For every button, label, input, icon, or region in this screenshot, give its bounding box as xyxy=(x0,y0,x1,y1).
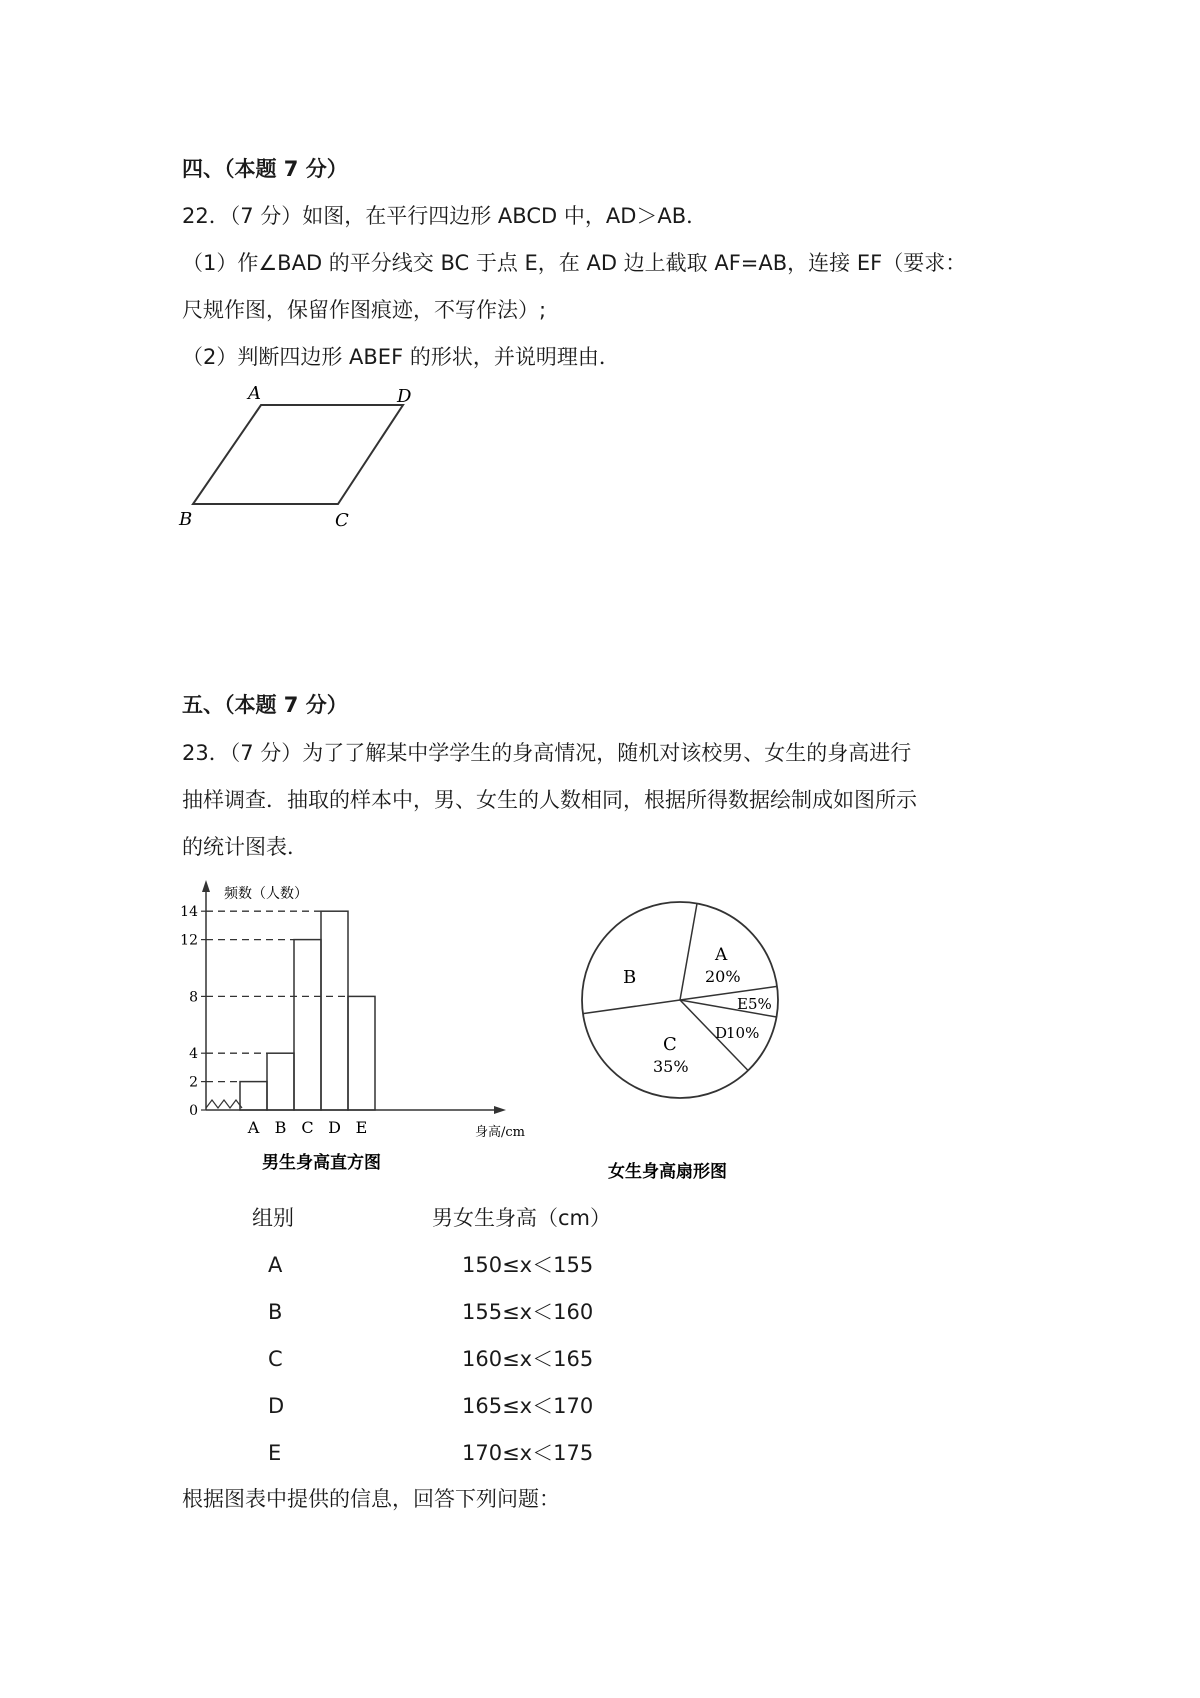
histogram-ytick-8: 8 xyxy=(189,989,198,1006)
histogram-bar-e xyxy=(348,996,375,1110)
male-height-histogram xyxy=(180,878,540,1173)
table-row-a-group: A xyxy=(268,1253,283,1277)
q23-stem-line2: 抽样调查．抽取的样本中，男、女生的人数相同，根据所得数据绘制成如图所示 xyxy=(182,788,917,812)
vertex-a-label: A xyxy=(248,383,261,404)
table-row-b-range: 155≤x＜160 xyxy=(462,1300,594,1324)
table-row-a-range: 150≤x＜155 xyxy=(462,1253,594,1277)
pie-label-a: A xyxy=(715,945,728,965)
histogram-xtick-d: D xyxy=(328,1118,341,1137)
pie-percent-e: 5% xyxy=(748,995,772,1013)
parallelogram-figure xyxy=(175,385,435,535)
q22-stem: 22．（7 分）如图，在平行四边形 ABCD 中，AD＞AB． xyxy=(182,204,708,228)
vertex-c-label: C xyxy=(335,510,349,531)
pie-label-b: B xyxy=(623,967,637,988)
vertex-d-label: D xyxy=(397,386,412,407)
q23-stem-line1: 23．（7 分）为了了解某中学学生的身高情况，随机对该校男、女生的身高进行 xyxy=(182,741,912,765)
histogram-xtick-e: E xyxy=(355,1118,368,1137)
histogram-bar-c xyxy=(294,940,321,1110)
table-row-d-range: 165≤x＜170 xyxy=(462,1394,594,1418)
q22-part1-cont: 尺规作图，保留作图痕迹，不写作法）; xyxy=(182,298,547,322)
table-row-e-group: E xyxy=(268,1441,282,1465)
histogram-ytick-14: 14 xyxy=(180,904,198,921)
table-header-group: 组别 xyxy=(252,1206,294,1230)
table-row-d-group: D xyxy=(268,1394,285,1418)
pie-divider-b xyxy=(583,1000,680,1014)
table-row-c-group: C xyxy=(268,1347,283,1371)
table-row-e-range: 170≤x＜175 xyxy=(462,1441,594,1465)
histogram-ytick-12: 12 xyxy=(180,932,198,949)
histogram-xlabel: 身高/cm xyxy=(475,1125,525,1140)
q22-part2: （2）判断四边形 ABEF 的形状，并说明理由． xyxy=(182,345,620,369)
pie-divider-a xyxy=(680,903,697,1000)
pie-label-d: D xyxy=(715,1024,728,1042)
table-header-height: 男女生身高（cm） xyxy=(432,1206,612,1230)
histogram-title: 男生身高直方图 xyxy=(262,1153,381,1173)
histogram-xtick-b: B xyxy=(274,1118,287,1137)
q23-closing: 根据图表中提供的信息，回答下列问题： xyxy=(182,1487,560,1511)
histogram-bar-d xyxy=(321,911,348,1110)
section-5-heading: 五、（本题 7 分） xyxy=(182,693,348,717)
vertex-b-label: B xyxy=(179,509,193,530)
pie-percent-c: 35% xyxy=(653,1057,689,1076)
table-row-c-range: 160≤x＜165 xyxy=(462,1347,594,1371)
histogram-ylabel: 频数（人数） xyxy=(224,886,308,902)
histogram-bar-b xyxy=(267,1053,294,1110)
pie-label-e: E xyxy=(737,995,748,1013)
pie-percent-d: 10% xyxy=(726,1024,760,1042)
histogram-xtick-a: A xyxy=(247,1118,260,1137)
table-row-b-group: B xyxy=(268,1300,283,1324)
q23-stem-line3: 的统计图表． xyxy=(182,835,308,859)
q22-part1: （1）作∠BAD 的平分线交 BC 于点 E，在 AD 边上截取 AF=AB，连接 EF（要求： xyxy=(182,251,967,275)
section-4-heading: 四、（本题 7 分） xyxy=(182,157,348,181)
histogram-xtick-c: C xyxy=(301,1118,314,1137)
pie-label-c: C xyxy=(663,1034,677,1055)
pie-percent-a: 20% xyxy=(705,967,741,986)
histogram-ytick-2: 2 xyxy=(189,1074,198,1091)
histogram-bar-a xyxy=(240,1082,267,1110)
histogram-ytick-4: 4 xyxy=(189,1046,198,1063)
histogram-ytick-0: 0 xyxy=(189,1103,198,1119)
pie-title: 女生身高扇形图 xyxy=(608,1162,727,1182)
female-height-pie-chart xyxy=(565,885,805,1185)
